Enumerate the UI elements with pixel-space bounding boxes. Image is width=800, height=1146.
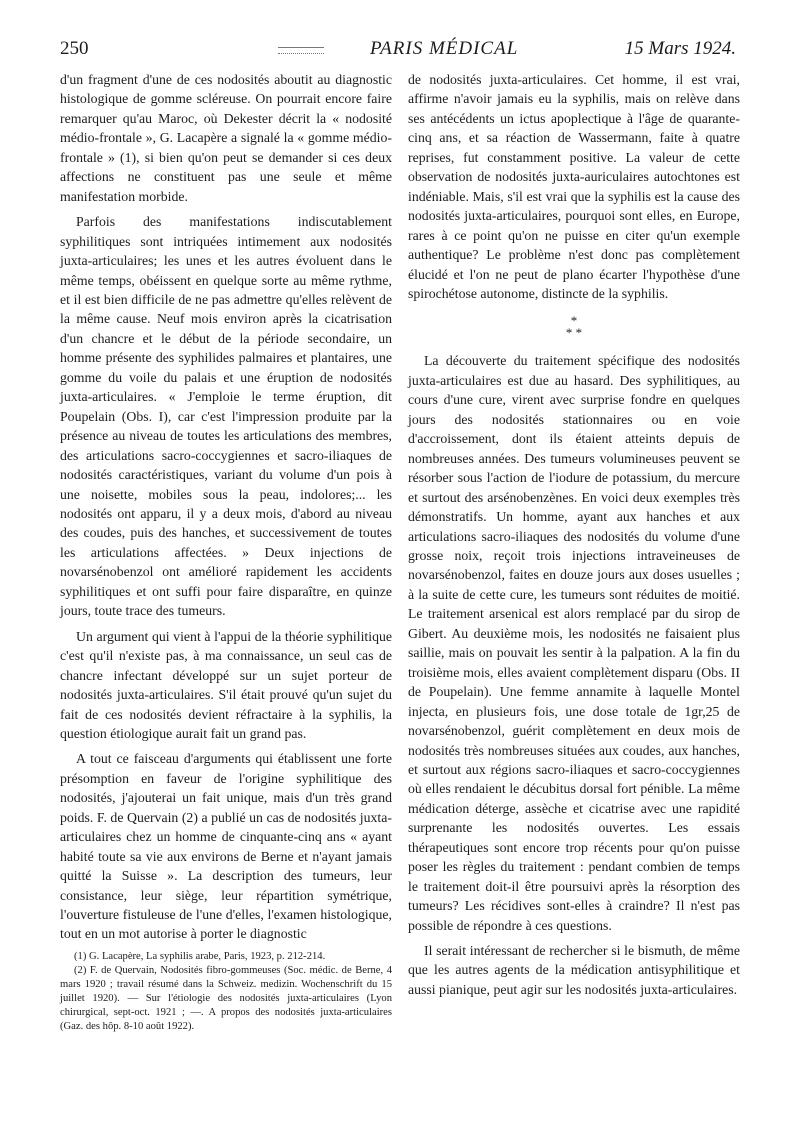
footnote: (1) G. Lacapère, La syphilis arabe, Paris, 1923, p. 212-214. [74, 950, 326, 962]
paragraph: Un argument qui vient à l'appui de la théorie syphilitique c'est qu'il n'existe pas, à ma connaissance, un seul cas de chancre infectant développé sur un sujet porteur de nodosités juxta-articulaires. S'il était prouvé qu'un sujet du fait de ces nodosités devient réfractaire à la syphilis, la question étiologique aurait fait un grand pas. [60, 628, 392, 741]
running-header [60, 38, 736, 64]
page-number: 250 [60, 38, 89, 59]
section-break-stars-bottom: * * [565, 325, 583, 341]
paragraph: A tout ce faisceau d'arguments qui établissent une forte présomption en faveur de l'origine syphilitique des nodosités, j'ajouterai un fait unique, mais d'un très grand poids. F. de Quervain (2) a publié un cas de nodosités juxta-articulaires chez un homme de cinquante-cinq ans « ayant habité toute sa vie aux environs de Berne et n'ayant jamais quitté la Suisse ». La description des tumeurs, leur consistance, leur siège, leur répartition symétrique, l'ouverture fistuleuse de l'une d'elles, l'examen histologique, tout en un mot autorise à porter le diagnostic [60, 751, 392, 942]
header-ornament [278, 47, 324, 54]
footnote: (2) F. de Quervain, Nodosités fibro-gommeuses (Soc. médic. de Berne, 4 mars 1920 ; travail résumé dans la Schweiz. medizin. Wochenschrift du 15 juillet 1920). — Sur l'étiologie des nodosités juxta-articulaires (Lyon chirurgical, sept-oct. 1921 ; —. A propos des nodosités juxta-articulaires (Gaz. des hôp. 8-10 août 1922). [60, 964, 392, 1032]
footnotes [60, 950, 392, 1034]
paragraph: Il serait intéressant de rechercher si le bismuth, de même que les autres agents de la médication antisyphilitique et aussi pianique, peut agir sur les nodosités juxta-articulaires. [408, 943, 740, 997]
paragraph: Parfois des manifestations indiscutablement syphilitiques sont intriquées intimement aux nodosités juxta-articulaires; les unes et les autres évoluent dans le même temps, obéissent en quelque sorte au même rythme, et il est bien difficile de ne pas admettre qu'elles relèvent de la même cause. Neuf mois environ après la cicatrisation d'un chancre et le début de la période secondaire, un homme présente des syphilides palmaires et plantaires, une gomme du voile du palais et une éruption de nodosités juxta-articulaires. « J'emploie le terme éruption, dit Poupelain (Obs. I), car c'est l'impression produite par la présence au niveau de toutes les articulations des membres, des articulations sacro-coccygiennes et sacro-iliaques de nodosités caractéristiques, variant du volume d'un pois à une noisette, mobiles sous la peau, indolores;... les nodosités ont apparu, il y a deux mois, d'abord au niveau des coudes, puis des hanches, et successivement de toutes les articulations affectées. » Deux injections de novarsénobenzol ont amélioré rapidement les accidents syphilitiques et ont suffi pour faire disparaître, en quinze jours, toute trace des tumeurs. [60, 214, 392, 619]
journal-title: PARIS MÉDICAL [370, 38, 519, 59]
paragraph: de nodosités juxta-articulaires. Cet homme, il est vrai, affirme n'avoir jamais eu la syphilis, mais on relève dans ses antécédents un ictus apoplectique à l'âge de quarante-cinq ans, et sa réaction de Wassermann, faite à quatre reprises, fut constamment positive. La valeur de cette observation de nodosités juxta-auriculaires autochtones est indéniable. Mais, s'il est vrai que la syphilis est la cause des nodosités juxta-articulaires, pourquoi sont elles, en Europe, rares à ce point qu'on ne puisse en citer qu'un exemple authentique? Le problème n'est donc pas complètement élucidé et l'on ne peut de plano écarter l'hypothèse d'une spirochétose autonome, distincte de la syphilis. [408, 72, 740, 301]
right-column [408, 70, 740, 1005]
section-break [408, 315, 740, 339]
section-break-star-top: * [570, 313, 578, 329]
issue-date: 15 Mars 1924. [624, 38, 736, 59]
paragraph: La découverte du traitement spécifique des nodosités juxta-articulaires est due au hasard. Des syphilitiques, au cours d'une cure, virent avec surprise fondre en quelques jours des nodosités stationnaires ou en voie d'accroissement, dont ils étaient atteints depuis de nombreuses années. Des tumeurs volumineuses peuvent se résorber sous l'action de l'iodure de potassium, du mercure et surtout des arsénobenzènes. En voici deux exemples très démonstratifs. Un homme, ayant aux hanches et aux articulations sacro-iliaques des nodosités du volume d'une grosse noix, reçoit trois injections intraveineuses de novarsénobenzol, faites en douze jours aux doses usuelles ; à la suite de cette cure, les tumeurs sont réduites de moitié. Le traitement arsenical est alors remplacé par du sirop de Gibert. Au deuxième mois, les nodosités ne faisaient plus saillie, mais on pouvait les sentir à la palpation. A la fin du troisième mois, elles avaient complètement disparu (Obs. II de Poupelain). Une femme annamite à laquelle Montel injecta, en plusieurs fois, une dose totale de 1gr,25 de novarsénobenzol, guérit complètement en deux mois de nodosités très nombreuses situées aux coudes, aux hanches, et surtout aux régions sacro-iliaques et sacro-coccygiennes où elles rendaient le décubitus dorsal fort pénible. La même médication déterge, assèche et cicatrise avec une rapidité surprenante les nodosités ouvertes. Les essais thérapeutiques sont encore trop récents pour qu'on puisse poser les règles du traitement : pendant combien de temps le traitement doit-il être poursuivi après la résorption des tumeurs? Les récidives sont-elles à craindre? Il n'est pas possible de répondre à ces questions. [408, 353, 740, 933]
left-column [60, 70, 392, 1034]
paragraph: d'un fragment d'une de ces nodosités aboutit au diagnostic histologique de gomme scléreuse. On pourrait encore faire remarquer qu'au Maroc, où Dekester décrit la « nodosité médio-frontale », G. Lacapère a signalé la « gomme médio-frontale » (1), si bien qu'on peut se demander si ces deux affections ne constituent pas une seule et même manifestation morbide. [60, 72, 392, 204]
